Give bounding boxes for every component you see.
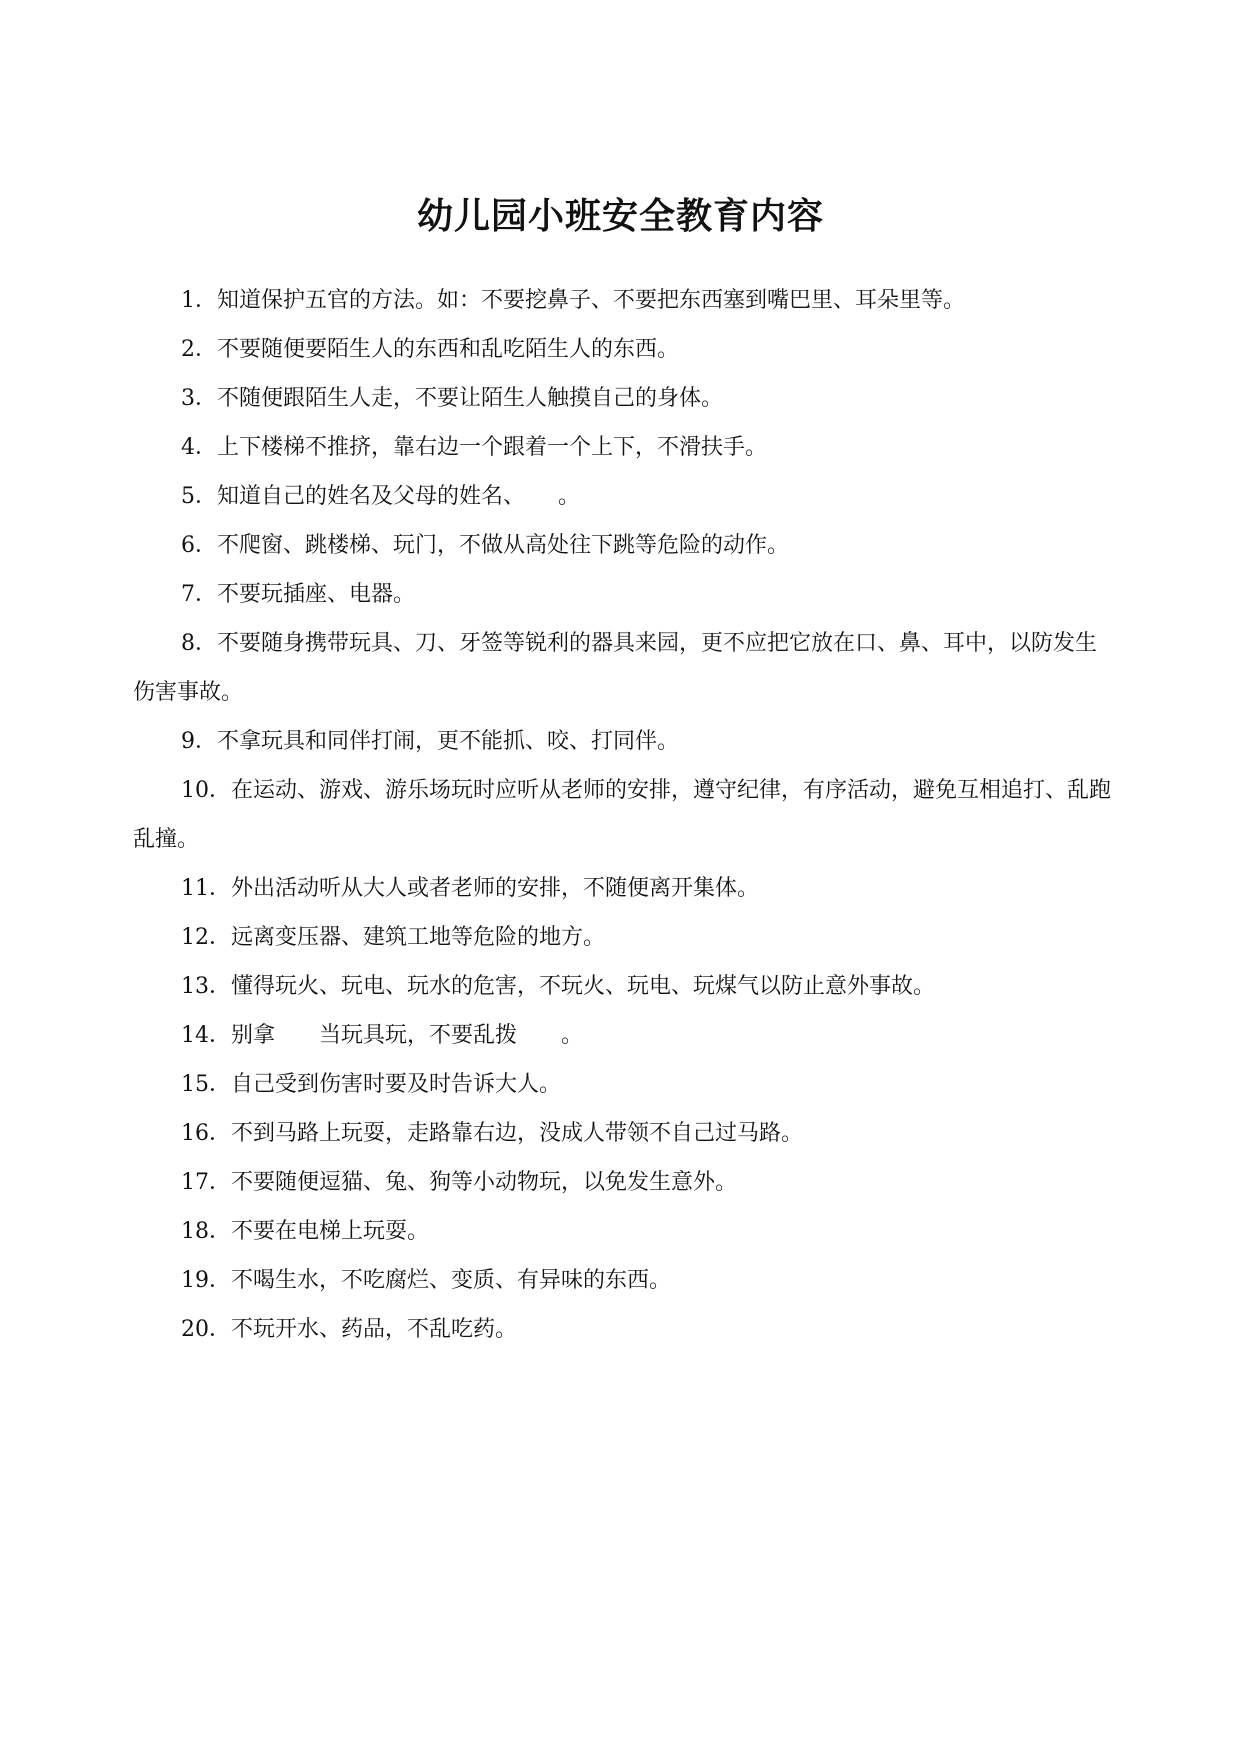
list-item — [133, 374, 1118, 423]
item-number: 18． — [181, 1219, 231, 1244]
item-number: 1． — [181, 288, 217, 313]
list-item — [133, 423, 1118, 472]
list-item — [133, 276, 1118, 325]
item-text: 不拿玩具和同伴打闹，更不能抓、咬、打同伴。 — [217, 729, 680, 754]
item-number: 10． — [181, 778, 231, 803]
item-number: 15． — [181, 1072, 231, 1097]
item-text: 不随便跟陌生人走，不要让陌生人触摸自己的身体。 — [217, 386, 724, 411]
item-number: 13． — [181, 974, 231, 999]
item-text: 上下楼梯不推挤，靠右边一个跟着一个上下，不滑扶手。 — [217, 435, 768, 460]
list-item — [133, 913, 1118, 962]
item-number: 5． — [181, 484, 217, 509]
item-number: 3． — [181, 386, 217, 411]
list-item — [133, 766, 1118, 864]
item-number: 8． — [181, 631, 217, 656]
item-text: 不玩开水、药品，不乱吃药。 — [231, 1317, 518, 1342]
item-number: 17． — [181, 1170, 231, 1195]
item-text: 远离变压器、建筑工地等危险的地方。 — [231, 925, 606, 950]
item-text: 在运动、游戏、游乐场玩时应听从老师的安排，遵守纪律，有序活动，避免互相追打、乱跑乱撞。 — [133, 778, 1112, 852]
list-item — [133, 1109, 1118, 1158]
item-text: 不到马路上玩耍，走路靠右边，没成人带领不自己过马路。 — [231, 1121, 804, 1146]
list-item — [133, 962, 1118, 1011]
item-text: 不要随便要陌生人的东西和乱吃陌生人的东西。 — [217, 337, 680, 362]
item-number: 12． — [181, 925, 231, 950]
list-item — [133, 1256, 1118, 1305]
list-item — [133, 1060, 1118, 1109]
item-text: 知道保护五官的方法。如：不要挖鼻子、不要把东西塞到嘴巴里、耳朵里等。 — [217, 288, 966, 313]
item-text: 不要玩插座、电器。 — [217, 582, 416, 607]
list-item — [133, 1207, 1118, 1256]
item-number: 2． — [181, 337, 217, 362]
list-item — [133, 521, 1118, 570]
item-text: 不爬窗、跳楼梯、玩门，不做从高处往下跳等危险的动作。 — [217, 533, 790, 558]
item-text: 不要随身携带玩具、刀、牙签等锐利的器具来园，更不应把它放在口、鼻、耳中，以防发生伤害事故。 — [133, 631, 1098, 705]
item-text: 知道自己的姓名及父母的姓名、 。 — [217, 484, 581, 509]
item-number: 16． — [181, 1121, 231, 1146]
item-number: 14． — [181, 1023, 231, 1048]
item-number: 19． — [181, 1268, 231, 1293]
item-number: 9． — [181, 729, 217, 754]
item-text: 懂得玩火、玩电、玩水的危害，不玩火、玩电、玩煤气以防止意外事故。 — [231, 974, 936, 999]
item-number: 6． — [181, 533, 217, 558]
item-number: 7． — [181, 582, 217, 607]
document-title: 幼儿园小班安全教育内容 — [416, 195, 824, 237]
item-text: 自己受到伤害时要及时告诉大人。 — [231, 1072, 562, 1097]
list-item — [133, 472, 1118, 521]
list-item — [133, 1305, 1118, 1354]
list-item — [133, 1011, 1118, 1060]
item-number: 11． — [181, 876, 231, 901]
item-number: 4． — [181, 435, 217, 460]
list-item — [133, 864, 1118, 913]
list-item — [133, 325, 1118, 374]
item-text: 不喝生水，不吃腐烂、变质、有异味的东西。 — [231, 1268, 672, 1293]
item-text: 外出活动听从大人或者老师的安排，不随便离开集体。 — [231, 876, 760, 901]
list-item — [133, 619, 1118, 717]
item-text: 不要在电梯上玩耍。 — [231, 1219, 430, 1244]
item-text: 别拿 当玩具玩，不要乱拨 。 — [231, 1023, 584, 1048]
list-item — [133, 1158, 1118, 1207]
list-item — [133, 717, 1118, 766]
item-text: 不要随便逗猫、兔、狗等小动物玩，以免发生意外。 — [231, 1170, 738, 1195]
list-item — [133, 570, 1118, 619]
rules-list — [133, 276, 1118, 1354]
item-number: 20． — [181, 1317, 231, 1342]
